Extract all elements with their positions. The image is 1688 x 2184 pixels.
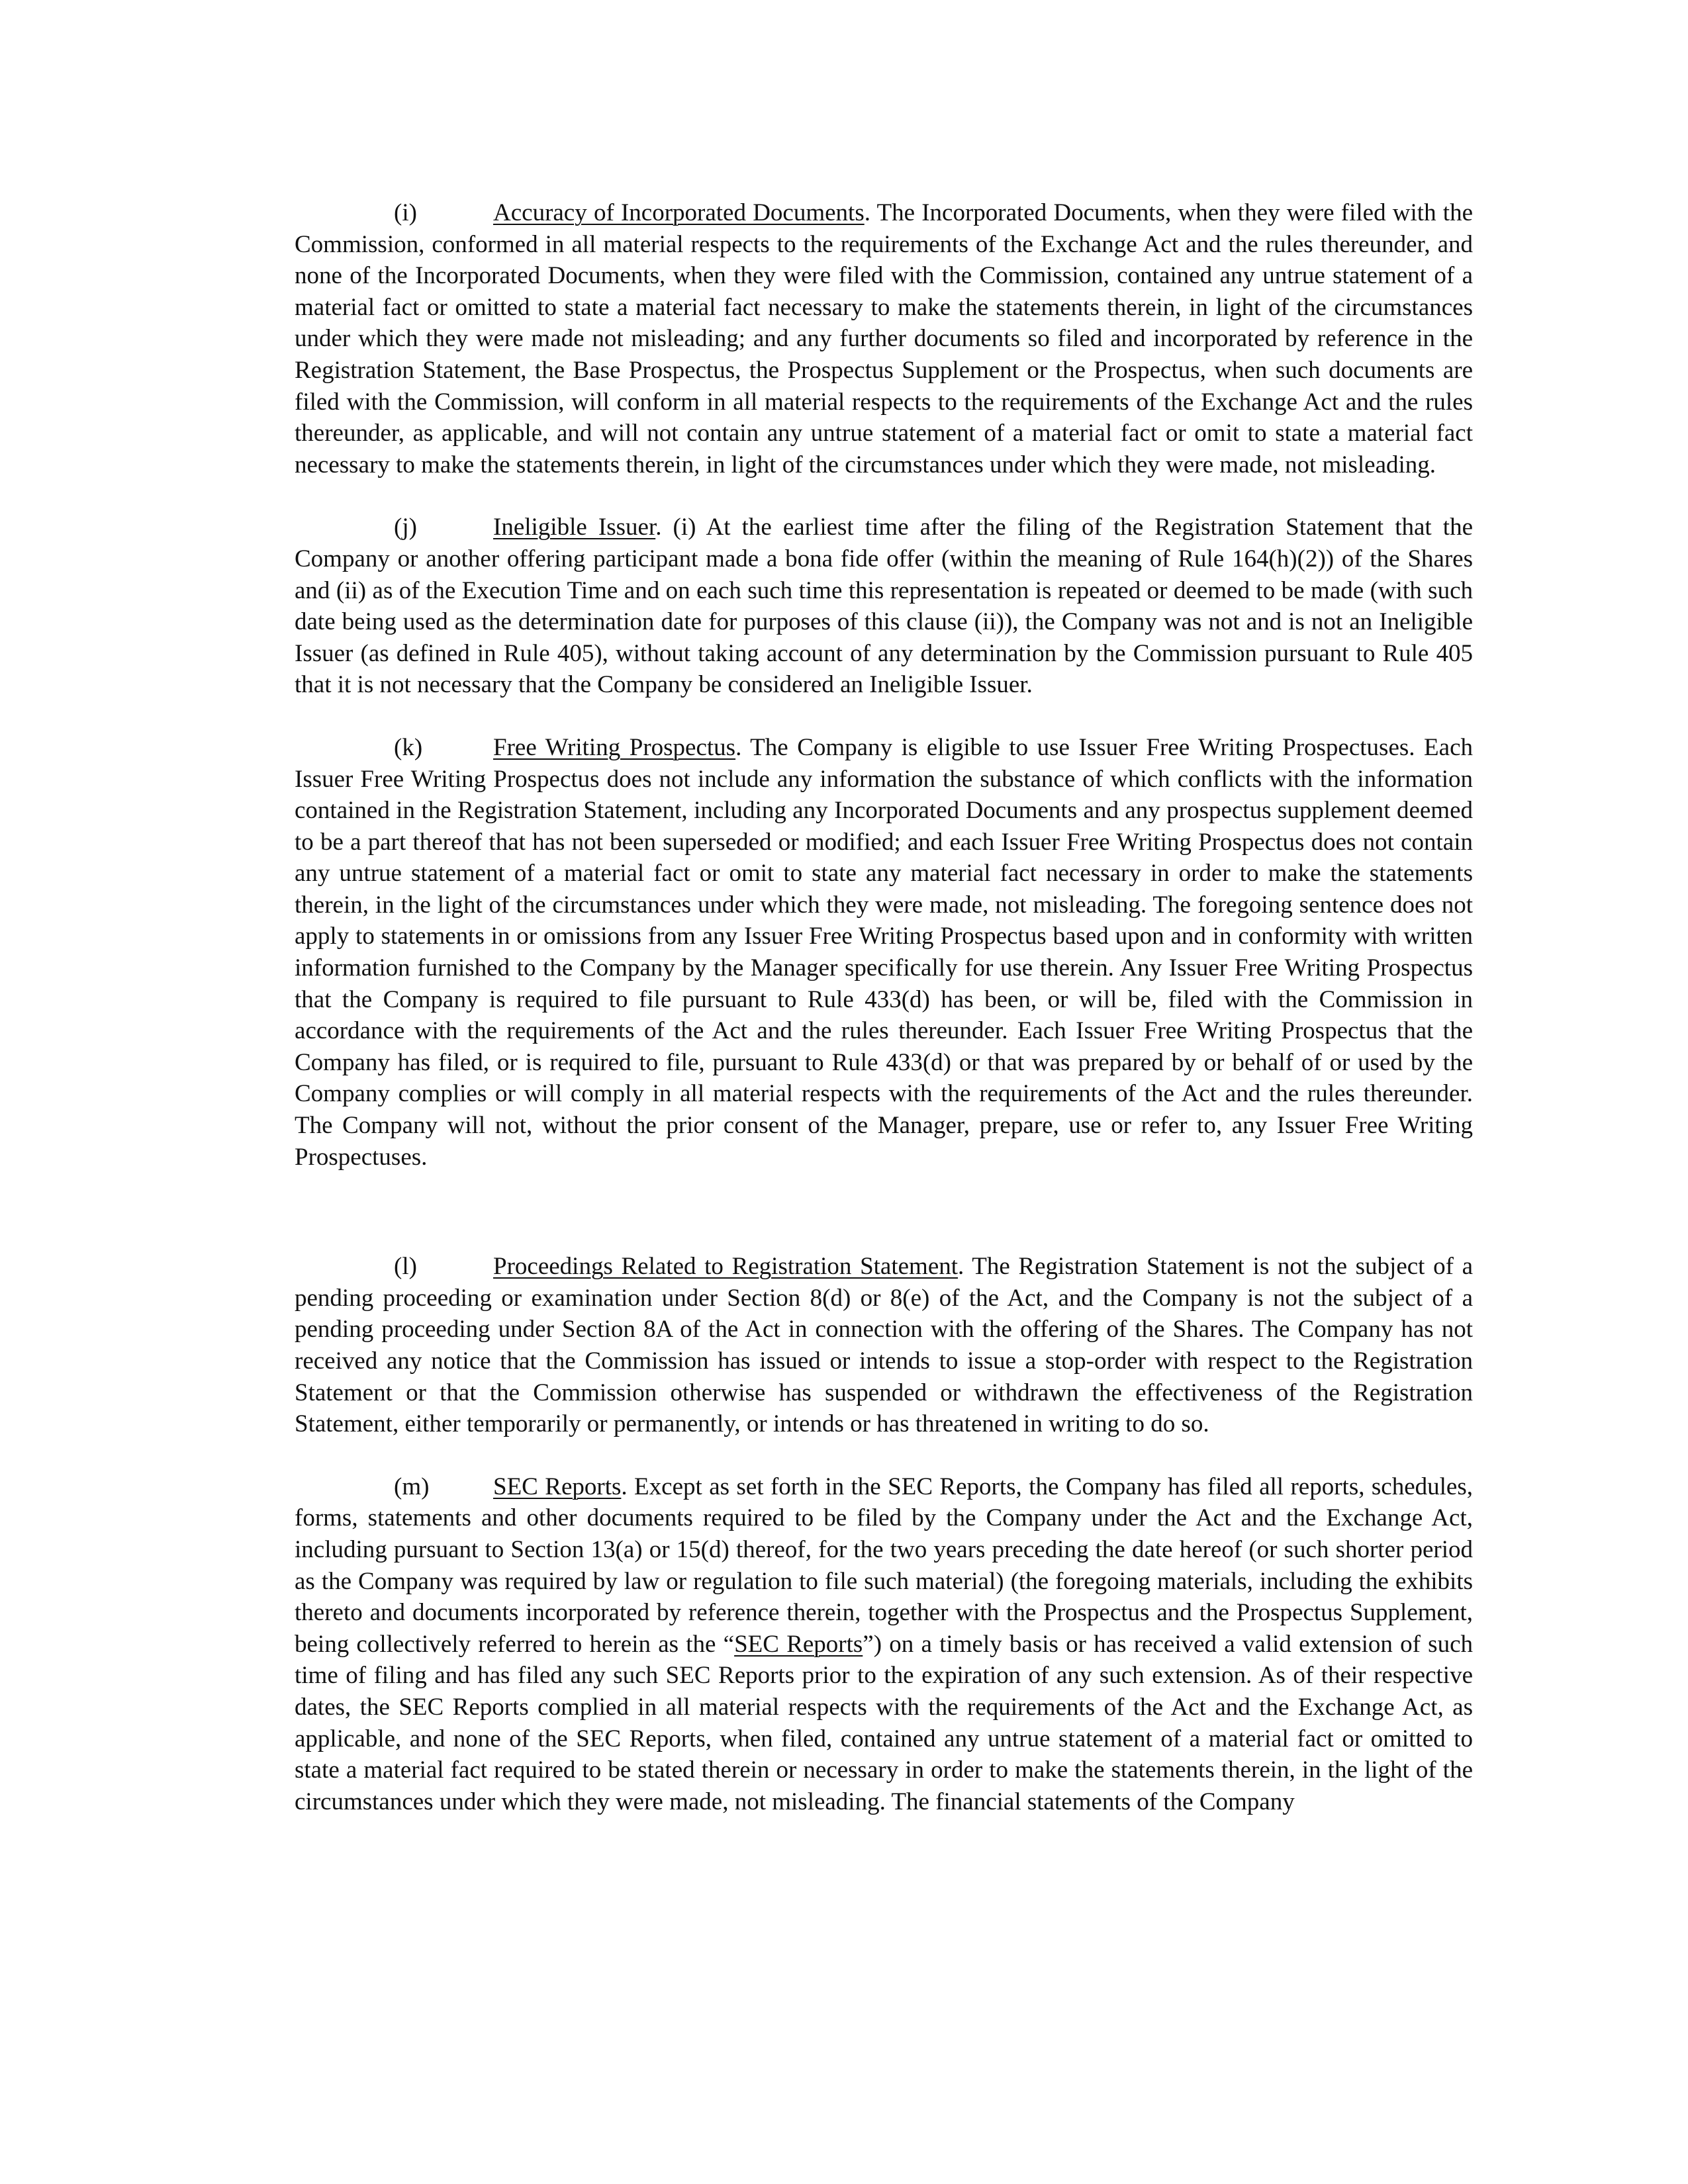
section-heading: SEC Reports [493,1473,622,1500]
section-j [295,512,1473,701]
section-letter: (k) [394,733,423,761]
section-text: . The Company is eligible to use Issuer Free Writing Prospectuses. Each Issuer Free Writing Prospectus does not include any information the substance of which conflicts with the information contained in the Registration Statement, including any Incorporated Documents and any prospectus supplement deemed to be a part thereof that has not been superseded or modified; and each Issuer Free Writing Prospectus does not contain any untrue statement of a material fact or omit to state any material fact necessary in order to make the statements therein, in the light of the circumstances under which they were made, not misleading. The foregoing sentence does not apply to statements in or omissions from any Issuer Free Writing Prospectus based upon and in conformity with written information furnished to the Company by the Manager specifically for use therein. Any Issuer Free Writing Prospectus that the Company is required to file pursuant to Rule 433(d) has been, or will be, filed with the Commission in accordance with the requirements of the Act and the rules thereunder. Each Issuer Free Writing Prospectus that the Company has filed, or is required to file, pursuant to Rule 433(d) or that was prepared by or behalf of or used by the Company complies or will comply in all material respects with the requirements of the Act and the rules thereunder. The Company will not, without the prior consent of the Manager, prepare, use or refer to, any Issuer Free Writing Prospectuses. [295,733,1474,1171]
section-k [295,732,1473,1173]
section-text: . The Incorporated Documents, when they were filed with the Commission, conformed in all material respects to the requirements of the Exchange Act and the rules thereunder, and none of the Incorporated Documents, when they were filed with the Commission, contained any untrue statement of a material fact or omitted to state a material fact necessary to make the statements therein, in light of the circumstances under which they were made not misleading; and any further documents so filed and incorporated by reference in the Registration Statement, the Base Prospectus, the Prospectus Supplement or the Prospectus, when such documents are filed with the Commission, will conform in all material respects to the requirements of the Exchange Act and the rules thereunder, as applicable, and will not contain any untrue statement of a material fact or omit to state a material fact necessary to make the statements therein, in light of the circumstances under which they were made, not misleading. [295,199,1473,478]
section-heading: Accuracy of Incorporated Documents [493,199,865,226]
section-i [295,197,1473,480]
section-letter: (l) [394,1253,417,1281]
section-heading: Ineligible Issuer [493,514,656,541]
section-text: ”) on a timely basis or has received a valid extension of such time of filing and has filed any such SEC Reports prior to the expiration of any such extension. As of their respective dates, the SEC Reports complied in all material respects with the requirements of the Act and the Exchange Act, as applicable, and none of the SEC Reports, when filed, contained any untrue statement of a material fact or omitted to state a material fact required to be stated therein or necessary in order to make the statements therein, in the light of the circumstances under which they were made, not misleading. The financial statements of the Company [295,1630,1473,1815]
paragraph-spacer [295,1173,1473,1251]
section-letter: (m) [394,1473,430,1500]
section-text: . (i) At the earliest time after the filing of the Registration Statement that the Company or another offering participant made a bona fide offer (within the meaning of Rule 164(h)(2)) of the Shares and (ii) as of the Execution Time and on each such time this representation is repeated or deemed to be made (with such date being used as the determination date for purposes of this clause (ii)), the Company was not and is not an Ineligible Issuer (as defined in Rule 405), without taking account of any determination by the Commission pursuant to Rule 405 that it is not necessary that the Company be considered an Ineligible Issuer. [295,514,1473,699]
paragraph-spacer [295,1440,1473,1471]
paragraph-spacer [295,701,1473,732]
section-m [295,1471,1473,1818]
section-l [295,1251,1473,1440]
document-body [295,197,1473,1817]
section-heading: Free Writing Prospectus [493,733,736,761]
section-heading: Proceedings Related to Registration Statement [493,1253,959,1281]
section-text: . Except as set forth in the SEC Reports, the Company has filed all reports, schedules, forms, statements and other documents required to be filed by the Company under the Act and the Exchange Act, including pursuant to Section 13(a) or 15(d) thereof, for the two years preceding the date hereof (or such shorter period as the Company was required by law or regulation to file such material) (the foregoing materials, including the exhibits thereto and documents incorporated by reference therein, together with the Prospectus and the Prospectus Supplement, being collectively referred to herein as the “ [295,1473,1473,1658]
paragraph-spacer [295,480,1473,512]
defined-term: SEC Reports [734,1630,863,1658]
section-letter: (i) [394,199,417,226]
section-text: . The Registration Statement is not the subject of a pending proceeding or examination under Section 8(d) or 8(e) of the Act, and the Company is not the subject of a pending proceeding under Section 8A of the Act in connection with the offering of the Shares. The Company has not received any notice that the Commission has issued or intends to issue a stop-order with respect to the Registration Statement or that the Commission otherwise has suspended or withdrawn the effectiveness of the Registration Statement, either temporarily or permanently, or intends or has threatened in writing to do so. [295,1253,1473,1438]
section-letter: (j) [394,514,417,541]
